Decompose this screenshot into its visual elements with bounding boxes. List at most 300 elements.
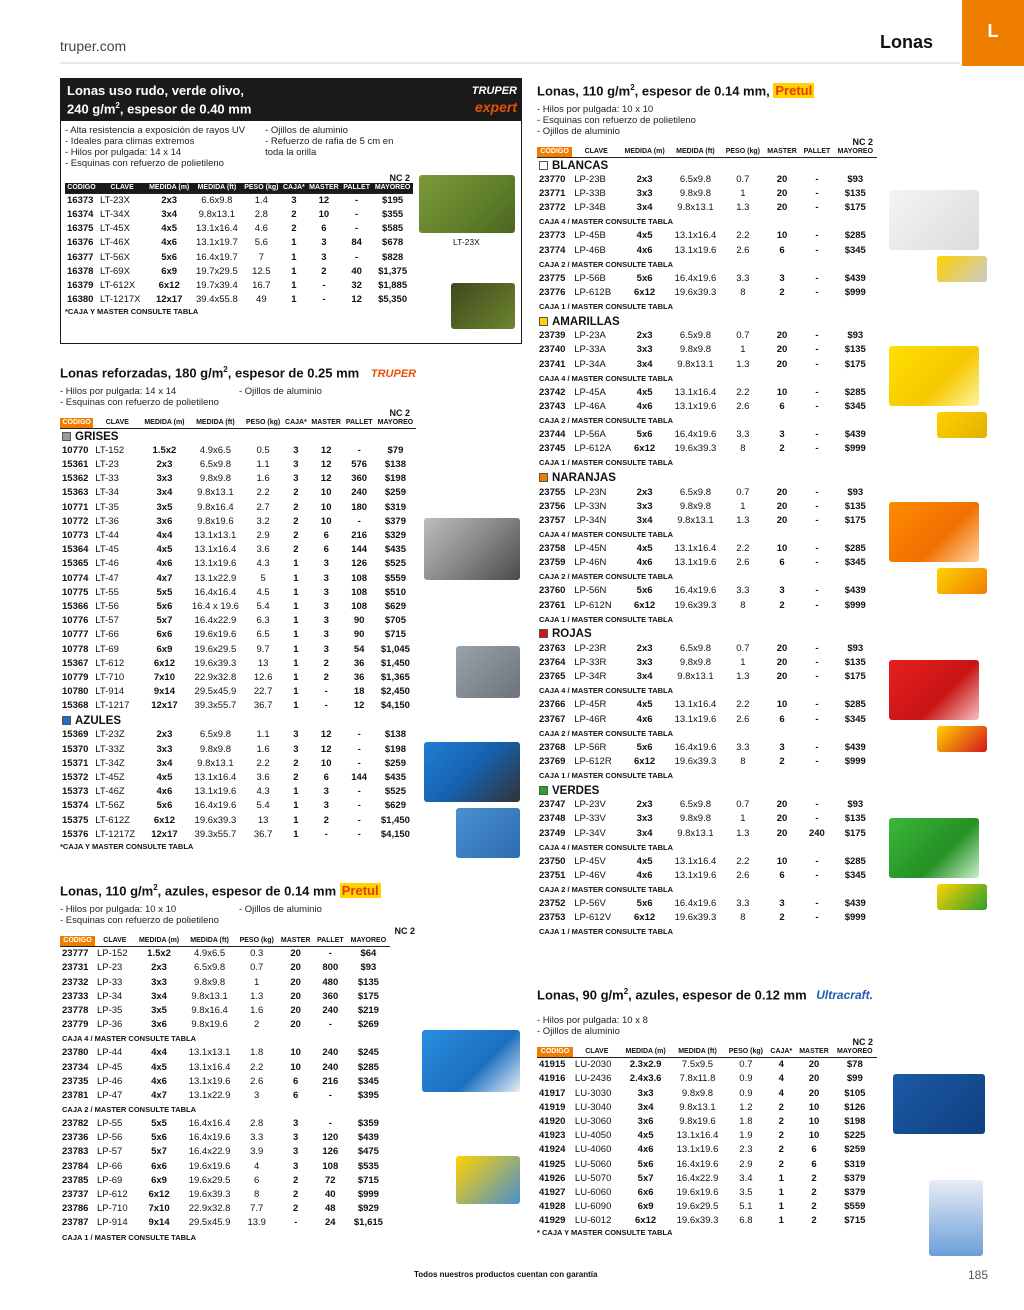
table-cell: 5x6 xyxy=(636,741,653,753)
product-code[interactable]: 23779 xyxy=(62,1019,89,1031)
product-code[interactable]: 23753 xyxy=(539,912,566,924)
table-cell: - xyxy=(815,912,819,924)
table-cell: 6 xyxy=(293,1089,299,1101)
product-code[interactable]: 23763 xyxy=(539,642,566,654)
table-cell: 3.2 xyxy=(256,515,270,527)
column-header: PALLET xyxy=(800,147,833,158)
table-cell: 6.5x9.8 xyxy=(679,173,712,185)
table-cell: 3.4 xyxy=(739,1172,753,1184)
product-code[interactable]: 23732 xyxy=(62,976,89,988)
product-code[interactable]: 10772 xyxy=(62,515,89,527)
product-code[interactable]: 23745 xyxy=(539,443,566,455)
product-code[interactable]: 10777 xyxy=(62,629,89,641)
product-code[interactable]: 23733 xyxy=(62,990,89,1002)
table-cell: - xyxy=(324,700,328,712)
table-cell: 2 xyxy=(293,1203,299,1215)
table-cell: 3x6 xyxy=(637,1115,654,1127)
product-code[interactable]: 23741 xyxy=(539,358,566,370)
table-cell: - xyxy=(324,828,328,840)
tab-strip xyxy=(962,62,1024,66)
table-cell: 19.6x39.3 xyxy=(188,1189,231,1201)
table-cell: 2.2 xyxy=(736,699,750,711)
product-code[interactable]: 15367 xyxy=(62,657,89,669)
table-cell: 6x9 xyxy=(637,1201,654,1213)
product-code[interactable]: 15371 xyxy=(62,757,89,769)
product-code[interactable]: 10776 xyxy=(62,615,89,627)
price-cell: $64 xyxy=(360,948,377,960)
table-cell: 16.4x19.6 xyxy=(674,741,717,753)
table-cell: 3 xyxy=(321,237,327,249)
table-cell: LP-56A xyxy=(574,429,606,441)
product-code[interactable]: 15364 xyxy=(62,544,89,556)
site-url[interactable]: truper.com xyxy=(60,38,127,54)
product-code[interactable]: 23771 xyxy=(539,188,566,200)
table-row xyxy=(65,236,413,250)
product-code[interactable]: 23784 xyxy=(62,1160,89,1172)
product-code[interactable]: 10780 xyxy=(62,686,89,698)
product-code[interactable]: 23776 xyxy=(539,287,566,299)
table-cell: 3 xyxy=(293,444,299,456)
column-header: PALLET xyxy=(343,418,374,429)
product-code[interactable]: 15361 xyxy=(62,459,89,471)
white-tarp-image xyxy=(889,190,979,250)
product-code[interactable]: 23783 xyxy=(62,1146,89,1158)
table-cell: 3x3 xyxy=(156,473,173,485)
column-header: PESO (kg) xyxy=(725,1047,768,1058)
table-cell: LP-612B xyxy=(574,287,612,299)
table-cell: 36.7 xyxy=(253,828,273,840)
table-cell: 13.1x16.4 xyxy=(194,544,237,556)
product-code[interactable]: 15369 xyxy=(62,729,89,741)
price-cell: $525 xyxy=(384,786,406,798)
table-cell: 3.6 xyxy=(256,544,270,556)
section-title: Lonas uso rudo, verde olivo, 240 $g/m^2$, espesor de 0.40 mm xyxy=(67,83,252,117)
product-code[interactable]: 23759 xyxy=(539,557,566,569)
table-cell: 0.7 xyxy=(250,962,264,974)
price-cell: $135 xyxy=(844,188,866,200)
product-code[interactable]: 23761 xyxy=(539,599,566,611)
table-cell: 6x9 xyxy=(161,265,178,277)
price-cell: $439 xyxy=(844,898,866,910)
group-label: NARANJAS xyxy=(552,471,616,484)
table-row xyxy=(60,1046,390,1060)
product-code[interactable]: 23748 xyxy=(539,813,566,825)
group-row xyxy=(537,783,877,798)
product-code[interactable]: 15372 xyxy=(62,772,89,784)
product-code[interactable]: 41923 xyxy=(539,1130,566,1142)
product-code[interactable]: 15363 xyxy=(62,487,89,499)
table-cell: LT-56Z xyxy=(95,800,125,812)
table-row xyxy=(60,976,390,990)
product-code[interactable]: 23735 xyxy=(62,1075,89,1087)
product-code[interactable]: 23775 xyxy=(539,272,566,284)
column-header: MASTER xyxy=(764,147,801,158)
product-code[interactable]: 15376 xyxy=(62,828,89,840)
table-cell: 3 xyxy=(293,1160,299,1172)
price-cell: $93 xyxy=(847,486,864,498)
packaging-note: CAJA 2 / MASTER CONSULTE TABLA xyxy=(539,728,674,738)
table-cell: 13.1x19.6 xyxy=(676,1144,719,1156)
price-cell: $535 xyxy=(357,1160,379,1172)
table-cell: LP-57 xyxy=(96,1146,123,1158)
table-cell: LP-914 xyxy=(96,1217,128,1229)
table-cell: - xyxy=(815,799,819,811)
table-cell: 126 xyxy=(322,1146,339,1158)
table-cell: 5x6 xyxy=(636,585,653,597)
product-code[interactable]: 23777 xyxy=(62,948,89,960)
product-code[interactable]: 10779 xyxy=(62,671,89,683)
group-label: BLANCAS xyxy=(552,159,609,172)
price-cell: $259 xyxy=(384,487,406,499)
product-code[interactable]: 15368 xyxy=(62,700,89,712)
column-header: MEDIDA (m) xyxy=(135,936,184,947)
table-cell: 0.9 xyxy=(739,1073,753,1085)
product-code[interactable]: 16373 xyxy=(67,195,94,206)
table-cell: 7.7 xyxy=(250,1203,264,1215)
table-cell: 16.4x19.6 xyxy=(674,585,717,597)
product-code[interactable]: 10775 xyxy=(62,586,89,598)
product-code[interactable]: 23787 xyxy=(62,1217,89,1229)
product-code[interactable]: 15365 xyxy=(62,558,89,570)
product-code[interactable]: 23773 xyxy=(539,230,566,242)
table-cell: LP-45N xyxy=(574,543,607,555)
table-cell: 9.8x9.8 xyxy=(679,813,712,825)
table-row xyxy=(60,685,416,699)
product-code[interactable]: 15375 xyxy=(62,814,89,826)
product-code[interactable]: 41915 xyxy=(539,1059,566,1071)
table-cell: 4x6 xyxy=(636,244,653,256)
product-code[interactable]: 23752 xyxy=(539,898,566,910)
table-cell: 2 xyxy=(779,599,785,611)
table-cell: 5x6 xyxy=(156,600,173,612)
table-cell: 4.5 xyxy=(256,586,270,598)
table-row xyxy=(60,771,416,785)
table-cell: 19.6x39.3 xyxy=(676,1215,719,1227)
table-cell: 2 xyxy=(254,1019,260,1031)
table-cell: 3 xyxy=(779,585,785,597)
table-cell: LP-45B xyxy=(574,230,606,242)
table-cell: 2 xyxy=(291,209,297,221)
product-code[interactable]: 41920 xyxy=(539,1115,566,1127)
product-code[interactable]: 41916 xyxy=(539,1073,566,1085)
table-cell: 13.1x22.9 xyxy=(194,572,237,584)
product-code[interactable]: 23772 xyxy=(539,202,566,214)
table-row xyxy=(537,428,877,442)
price-cell: $1,615 xyxy=(353,1217,383,1229)
product-code[interactable]: 23731 xyxy=(62,962,89,974)
table-row xyxy=(537,1058,877,1073)
table-cell: 54 xyxy=(353,643,365,655)
table-cell: 4x5 xyxy=(156,772,173,784)
table-cell: 3x4 xyxy=(156,487,173,499)
price-cell: $319 xyxy=(384,501,406,513)
table-cell: 84 xyxy=(351,237,362,249)
table-cell: LP-33N xyxy=(574,500,607,512)
table-cell: 13.1x19.6 xyxy=(674,400,717,412)
product-code[interactable]: 23757 xyxy=(539,514,566,526)
packaging-note: CAJA 1 / MASTER CONSULTE TABLA xyxy=(539,302,674,312)
product-code[interactable]: 23765 xyxy=(539,671,566,683)
table-cell: 36 xyxy=(353,671,365,683)
group-heading xyxy=(537,470,877,485)
product-code[interactable]: 23758 xyxy=(539,543,566,555)
table-cell: 1 xyxy=(293,800,299,812)
table-cell: LU-4060 xyxy=(574,1144,612,1156)
column-header: MEDIDA (ft) xyxy=(669,147,722,158)
product-code[interactable]: 15374 xyxy=(62,800,89,812)
table-cell: - xyxy=(357,444,361,456)
product-code[interactable]: 41924 xyxy=(539,1144,566,1156)
table-cell: 4x6 xyxy=(161,237,178,249)
table-cell: 3.3 xyxy=(736,429,750,441)
table-cell: 4x5 xyxy=(636,855,653,867)
table-cell: LP-34 xyxy=(96,990,123,1002)
yellow-tarp-image xyxy=(889,346,979,406)
table-note-row xyxy=(537,841,877,855)
table-cell: 2x3 xyxy=(156,459,173,471)
table-cell: 9.8x13.1 xyxy=(679,1101,716,1113)
table-row xyxy=(60,1060,390,1074)
section-reinforced xyxy=(60,362,522,851)
table-cell: 3x4 xyxy=(636,827,653,839)
pretul-blue-package-image xyxy=(456,1156,520,1204)
product-code[interactable]: 23785 xyxy=(62,1174,89,1186)
table-cell: 3x5 xyxy=(151,1004,167,1016)
table-cell: 10 xyxy=(776,855,788,867)
table-cell: 5x7 xyxy=(637,1172,654,1184)
table-cell: 3.3 xyxy=(736,585,750,597)
product-code[interactable]: 23768 xyxy=(539,741,566,753)
table-cell: 19.6x39.3 xyxy=(194,657,237,669)
table-cell: 2.3x2.9 xyxy=(629,1059,662,1071)
product-code[interactable]: 15366 xyxy=(62,600,89,612)
table-cell: LT-34X xyxy=(100,209,130,221)
table-cell: - xyxy=(815,500,819,512)
product-code[interactable]: 15370 xyxy=(62,743,89,755)
product-code[interactable]: 16376 xyxy=(67,237,94,249)
packaging-note: CAJA 1 / MASTER CONSULTE TABLA xyxy=(539,458,674,468)
product-code[interactable]: 23737 xyxy=(62,1189,89,1201)
product-code[interactable]: 23781 xyxy=(62,1089,89,1101)
table-cell: 16.4x16.4 xyxy=(188,1118,231,1130)
product-code[interactable]: 23755 xyxy=(539,486,566,498)
table-cell: 4x6 xyxy=(637,1144,654,1156)
product-code[interactable]: 41919 xyxy=(539,1101,566,1113)
table-cell: LT-23Z xyxy=(95,729,125,741)
table-cell: 9.8x9.8 xyxy=(199,473,231,485)
product-code[interactable]: 23736 xyxy=(62,1132,89,1144)
table-cell: LU-3060 xyxy=(574,1115,612,1127)
table-cell: 9.8x13.1 xyxy=(677,514,714,526)
table-row xyxy=(60,757,416,771)
product-code[interactable]: 23743 xyxy=(539,400,566,412)
table-cell: 3 xyxy=(323,600,329,612)
table-row xyxy=(60,557,416,571)
table-cell: LT-46 xyxy=(95,558,119,570)
table-row xyxy=(60,529,416,543)
price-cell: $4,150 xyxy=(380,828,410,840)
table-cell: 20 xyxy=(776,202,788,214)
product-code[interactable]: 10771 xyxy=(62,501,89,513)
product-code[interactable]: 23740 xyxy=(539,344,566,356)
table-cell: 16.4x22.9 xyxy=(676,1172,719,1184)
price-cell: $705 xyxy=(384,615,406,627)
price-cell: $395 xyxy=(357,1089,379,1101)
group-label: AMARILLAS xyxy=(552,315,620,328)
price-cell: $135 xyxy=(844,500,866,512)
table-row xyxy=(60,1174,390,1188)
product-code[interactable]: 23764 xyxy=(539,657,566,669)
table-cell: 1 xyxy=(293,643,299,655)
nc-label: NC 2 xyxy=(389,173,410,183)
table-note-row xyxy=(537,570,877,584)
table-cell: 7x10 xyxy=(148,1203,170,1215)
table-cell: 16.4 x 19.6 xyxy=(191,600,239,612)
table-cell: 4x5 xyxy=(636,386,653,398)
product-code[interactable]: 23767 xyxy=(539,713,566,725)
table-cell: 16.4x19.6 xyxy=(674,272,717,284)
table-cell: LP-45R xyxy=(574,699,607,711)
table-cell: LP-33A xyxy=(574,344,606,356)
table-cell: 13.1x16.4 xyxy=(196,223,238,235)
product-code[interactable]: 23747 xyxy=(539,799,566,811)
table-cell: 12.6 xyxy=(253,671,273,683)
features-right: - Ojillos de aluminio xyxy=(238,386,322,398)
table-cell: 1 xyxy=(293,572,299,584)
product-code[interactable]: 23749 xyxy=(539,827,566,839)
product-code[interactable]: 16379 xyxy=(67,280,94,292)
product-code[interactable]: 15373 xyxy=(62,786,89,798)
product-code[interactable]: 41926 xyxy=(539,1172,566,1184)
table-row xyxy=(537,1172,877,1186)
product-code[interactable]: 23734 xyxy=(62,1061,89,1073)
product-code[interactable]: 16374 xyxy=(67,209,94,221)
table-note-row xyxy=(537,258,877,272)
price-cell: $93 xyxy=(847,799,864,811)
table-cell: LT-47 xyxy=(95,572,119,584)
table-cell: 20 xyxy=(290,948,301,960)
table-cell: LP-56V xyxy=(574,898,606,910)
table-cell: 3 xyxy=(323,558,329,570)
table-cell: 7x10 xyxy=(153,671,175,683)
table-cell: 19.6x19.6 xyxy=(676,1186,719,1198)
olive-tarp-image xyxy=(419,175,515,233)
product-code[interactable]: 41927 xyxy=(539,1186,566,1198)
table-cell: 240 xyxy=(322,1061,339,1073)
table-cell: 19.6x29.5 xyxy=(188,1174,231,1186)
table-cell: - xyxy=(815,358,819,370)
column-header: MEDIDA (m) xyxy=(621,1047,671,1058)
table-cell: 16.4x19.6 xyxy=(674,898,717,910)
price-cell: $439 xyxy=(844,741,866,753)
product-code[interactable]: 23786 xyxy=(62,1203,89,1215)
price-cell: $929 xyxy=(357,1203,379,1215)
table-cell: 20 xyxy=(808,1087,820,1099)
product-code[interactable]: 10773 xyxy=(62,530,89,542)
product-code[interactable]: 41928 xyxy=(539,1201,566,1213)
table-cell: - xyxy=(815,755,819,767)
table-cell: LT-57 xyxy=(95,615,119,627)
product-code[interactable]: 41929 xyxy=(539,1215,566,1227)
price-cell: $355 xyxy=(382,209,404,221)
product-code[interactable]: 23774 xyxy=(539,244,566,256)
product-code[interactable]: 41925 xyxy=(539,1158,566,1170)
product-code[interactable]: 23766 xyxy=(539,699,566,711)
packaging-note: CAJA 2 / MASTER CONSULTE TABLA xyxy=(539,885,674,895)
product-code[interactable]: 23756 xyxy=(539,500,566,512)
table-cell: 9.7 xyxy=(256,643,270,655)
table-cell: LP-34A xyxy=(574,358,606,370)
table-cell: 2 xyxy=(811,1201,817,1213)
product-code[interactable]: 23769 xyxy=(539,755,566,767)
product-code[interactable]: 16375 xyxy=(67,223,94,235)
table-cell: 16.4x22.9 xyxy=(188,1146,231,1158)
table-row xyxy=(537,798,877,812)
product-code[interactable]: 23780 xyxy=(62,1047,89,1059)
table-cell: 240 xyxy=(351,487,368,499)
table-cell: 2.6 xyxy=(736,400,750,412)
table-cell: 4 xyxy=(778,1059,784,1071)
product-code[interactable]: 41917 xyxy=(539,1087,566,1099)
table-cell: 1.3 xyxy=(736,514,750,526)
product-code[interactable]: 23778 xyxy=(62,1004,89,1016)
table-cell: 1 xyxy=(778,1172,784,1184)
product-code[interactable]: 23744 xyxy=(539,429,566,441)
table-cell: 108 xyxy=(322,1160,339,1172)
table-cell: 2 xyxy=(323,671,329,683)
product-code[interactable]: 16377 xyxy=(67,251,94,263)
price-cell: $269 xyxy=(357,1019,379,1031)
table-cell: 2.9 xyxy=(256,530,270,542)
table-cell: 2.7 xyxy=(256,501,270,513)
product-code[interactable]: 10778 xyxy=(62,643,89,655)
packaging-note: CAJA 4 / MASTER CONSULTE TABLA xyxy=(539,530,674,540)
table-cell: LP-56 xyxy=(96,1132,123,1144)
product-code[interactable]: 23739 xyxy=(539,330,566,342)
table-cell: 2 xyxy=(293,1189,299,1201)
table-note-row xyxy=(537,215,877,229)
table-row xyxy=(60,1117,390,1131)
product-code[interactable]: 23760 xyxy=(539,585,566,597)
product-code[interactable]: 15362 xyxy=(62,473,89,485)
color-swatch-icon xyxy=(539,629,548,638)
table-cell: - xyxy=(815,287,819,299)
price-cell: $999 xyxy=(844,755,866,767)
table-cell: 6x12 xyxy=(148,1189,170,1201)
table-cell: LP-612R xyxy=(574,755,612,767)
product-code[interactable]: 23770 xyxy=(539,173,566,185)
column-header: CÓDIGO xyxy=(537,1047,573,1058)
product-code[interactable]: 23742 xyxy=(539,386,566,398)
product-code[interactable]: 10770 xyxy=(62,444,89,456)
product-code[interactable]: 16378 xyxy=(67,265,94,277)
product-code[interactable]: 10774 xyxy=(62,572,89,584)
product-code[interactable]: 16380 xyxy=(67,294,94,306)
product-code[interactable]: 23751 xyxy=(539,869,566,881)
table-cell: 6x6 xyxy=(637,1186,654,1198)
table-cell: 2.4x3.6 xyxy=(629,1073,662,1085)
product-code[interactable]: 23782 xyxy=(62,1118,89,1130)
table-row xyxy=(60,515,416,529)
column-header: PESO (kg) xyxy=(243,418,283,429)
green-tarp-image xyxy=(889,818,979,878)
table-cell: 6x12 xyxy=(634,912,656,924)
table-cell: 2 xyxy=(811,1186,817,1198)
table-row xyxy=(537,826,877,840)
section-tab[interactable]: L xyxy=(962,0,1024,62)
table-cell: 20 xyxy=(776,671,788,683)
product-code[interactable]: 23750 xyxy=(539,855,566,867)
